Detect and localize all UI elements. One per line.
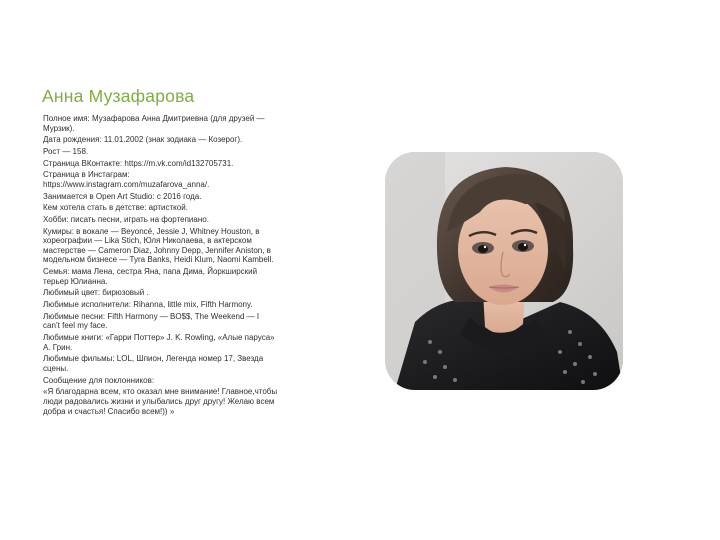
portrait-photo [385, 152, 623, 390]
text-line-idols: Кумиры: в вокале — Beyoncé, Jessie J, Whitney Houston, в хореографии — Lika Stich, Юля Николаева, в актерском мастерстве — Cameron Diaz, Johnny Depp, Jennifer Aniston, в модельном бизнесе — Tyra Banks, Heidi Klum, Naomi Kambell. [43, 226, 274, 265]
text-line-hobby: Хобби: писать песни, играть на фортепиано. [43, 215, 209, 224]
text-line-favorite-books: Любимые книги: «Гарри Поттер» J. K. Rowling, «Алые паруса» А. Грин. [43, 333, 275, 352]
text-line-favorite-color: Любимый цвет: бирюзовый . [43, 288, 149, 298]
text-line-family: Семья: мама Лена, сестра Яна, папа Дима, Йоркширский терьер Юлианна. [43, 267, 258, 286]
text-line-birth-date: Дата рождения: 11.01.2002 (знак зодиака — Козерог). [43, 135, 243, 145]
text-line-message-heading: Сообщение для поклонников: [43, 375, 155, 385]
text-line-childhood-dream: Кем хотела стать в детстве: артисткой. [43, 203, 188, 213]
profile-text [43, 114, 278, 418]
text-line-height: Рост — 158. [43, 146, 89, 156]
text-line-favorite-films: Любимые фильмы: LOL, Шпион, Легенда номер 17, Звезда сцены. [43, 354, 264, 373]
text-line-message: «Я благодарна всем, кто оказал мне внимание! Главное,чтобы люди радовались жизни и улыбались друг другу! Желаю всем добра и счастья! Спасибо всем!)) » [43, 387, 278, 416]
page-title: Анна Музафарова [42, 86, 195, 106]
text-line-vk-page: Страница ВКонтакте: https://m.vk.com/id132705731. [43, 158, 234, 168]
text-line-full-name: Полное имя: Музафарова Анна Дмитриевна (для друзей — Мурзик). [43, 114, 265, 133]
text-line-studio: Занимается в Open Art Studio: с 2016 года. [43, 191, 202, 201]
portrait-illustration [385, 152, 623, 390]
text-line-favorite-songs: Любимые песни: Fifth Harmony — BO$$, The Weekend — I can’t feel my face. [43, 311, 260, 331]
text-line-favorite-artists: Любимые исполнители: Rihanna, little mix, Fifth Harmony. [43, 300, 253, 310]
text-line-instagram-page: Страница в Инстаграм: https://www.instagram.com/muzafarova_anna/. [43, 170, 210, 189]
